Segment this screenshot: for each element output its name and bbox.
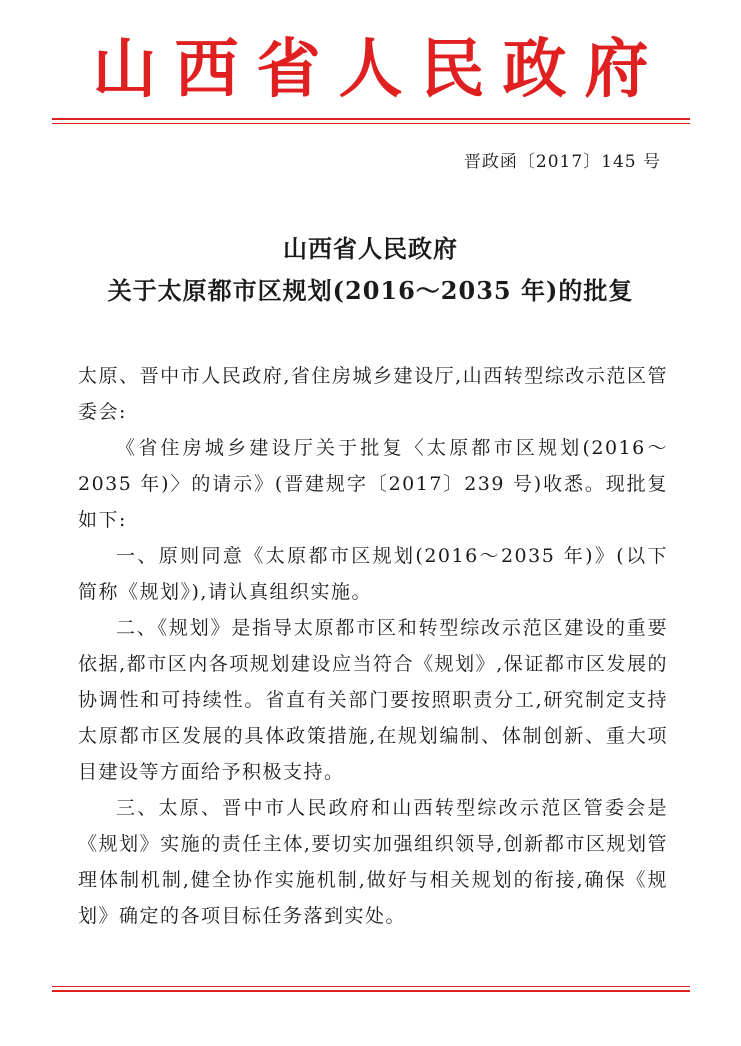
document-number: 晋政函〔2017〕145 号	[463, 152, 661, 172]
letterhead	[0, 30, 741, 110]
paragraph-item-1: 一、原则同意《太原都市区规划(2016～2035 年)》(以下简称《规划》),请认真组织实施。	[78, 545, 668, 603]
document-body	[78, 358, 668, 934]
paragraph-receipt: 《省住房城乡建设厅关于批复〈太原都市区规划(2016～2035 年)〉的请示》(晋建规字〔2017〕239 号)收悉。现批复如下:	[78, 437, 668, 531]
title-line-2: 关于太原都市区规划(2016～2035 年)的批复	[107, 276, 634, 305]
title-line-1: 山西省人民政府	[283, 234, 458, 263]
letterhead-rule-thin	[52, 123, 690, 124]
letterhead-title: 山西省人民政府	[92, 32, 667, 107]
paragraph-item-2: 二、《规划》是指导太原都市区和转型综改示范区建设的重要依据,都市区内各项规划建设应当符合《规划》,保证都市区发展的协调性和可持续性。省直有关部门要按照职责分工,研究制定支持太原都市区发展的具体政策措施,在规划编制、体制创新、重大项目建设等方面给予积极支持。	[78, 617, 668, 783]
paragraph-item-3: 三、太原、晋中市人民政府和山西转型综改示范区管委会是《规划》实施的责任主体,要切实加强组织领导,创新都市区规划管理体制机制,健全协作实施机制,做好与相关规划的衔接,确保《规划》确定的各项目标任务落到实处。	[78, 797, 668, 927]
footer-rule	[52, 990, 690, 992]
footer-rule-thin	[52, 986, 690, 987]
addressee: 太原、晋中市人民政府,省住房城乡建设厅,山西转型综改示范区管委会:	[78, 365, 668, 423]
document-title	[0, 228, 741, 312]
letterhead-rule	[52, 118, 690, 120]
